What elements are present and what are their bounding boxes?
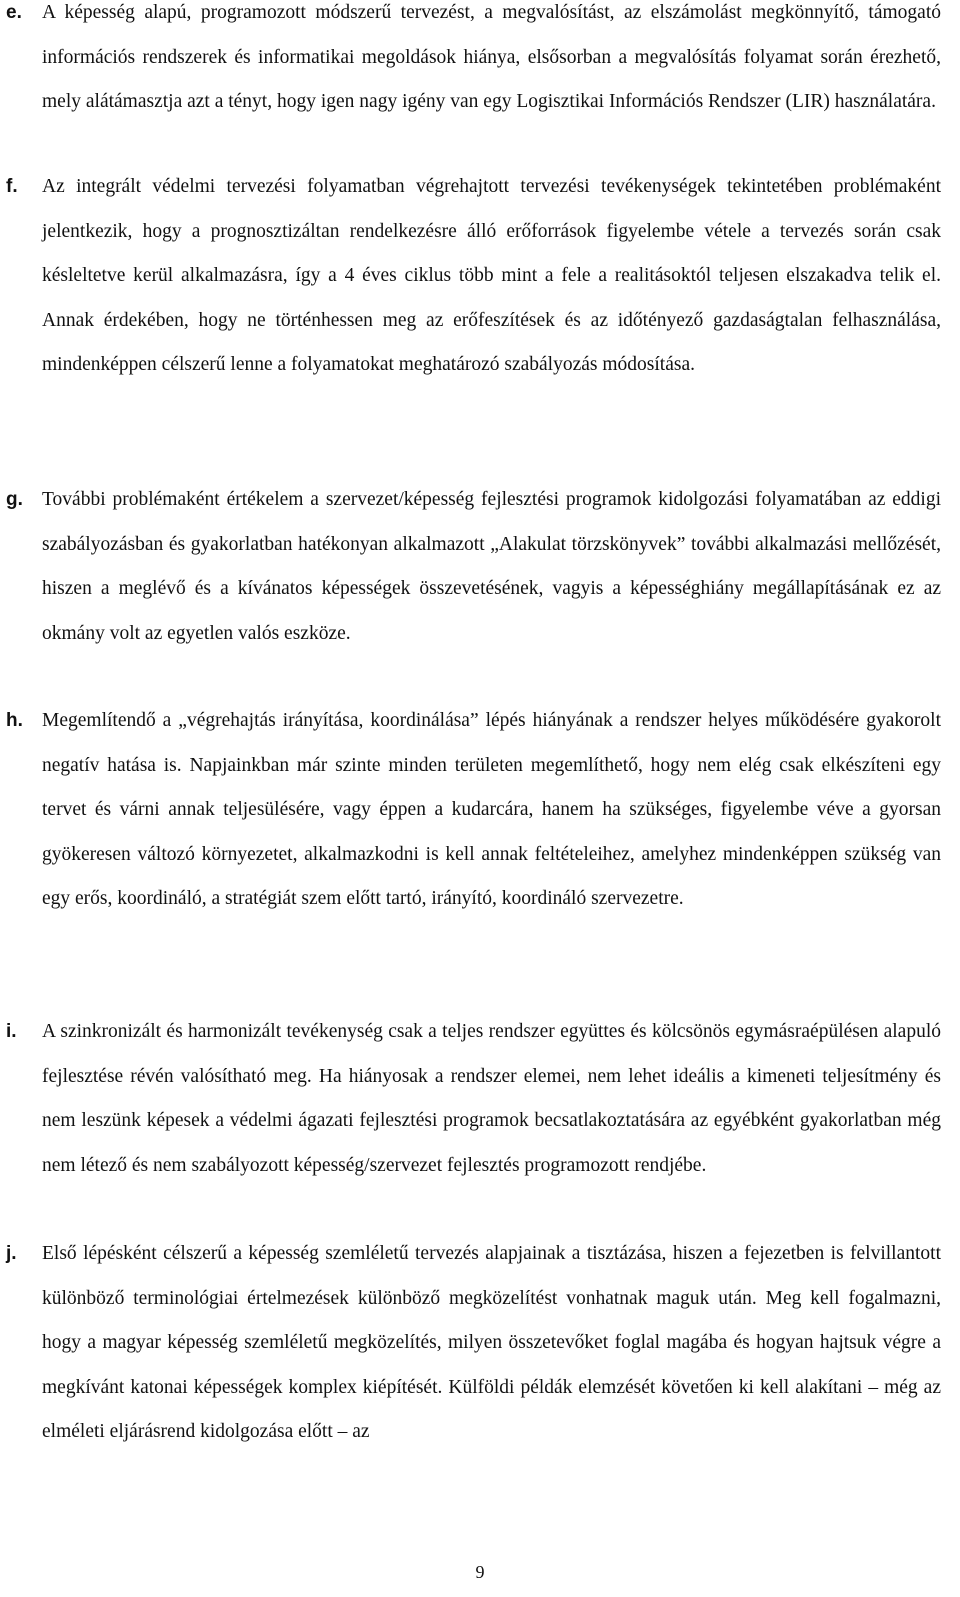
item-marker: g. — [6, 489, 23, 510]
page-number: 9 — [475, 1562, 485, 1582]
list-item-i — [0, 1010, 960, 1188]
item-text: Az integrált védelmi tervezési folyamatban végrehajtott tervezési tevékenységek tekintetében problémaként jelentkezik, hogy a prognosztizáltan rendelkezésre álló erőforrások figyelembe vétele a tervezés során csak késleltetve kerül alkalmazásra, így a 4 éves ciklus több mint a fele a realitásoktól teljesen elszakadva telik el. Annak érdekében, hogy ne történhessen meg az erőfeszítések és az időtényező gazdaságtalan felhasználása, mindenképpen célszerű lenne a folyamatokat meghatározó szabályozás módosítása. — [42, 176, 941, 376]
item-text: A szinkronizált és harmonizált tevékenység csak a teljes rendszer együttes és kölcsönös egymásraépülésen alapuló fejlesztése révén valósítható meg. Ha hiányosak a rendszer elemei, nem lehet ideális a kimeneti teljesítmény és nem leszünk képesek a védelmi ágazati fejlesztési programok becsatlakoztatására az egyébként gyakorlatban még nem létező és nem szabályozott képesség/szervezet fejlesztés programozott rendjébe. — [42, 1021, 941, 1176]
list-item-g — [0, 478, 960, 656]
list-item-h — [0, 699, 960, 922]
item-marker: h. — [6, 710, 23, 731]
item-marker: j. — [6, 1243, 17, 1264]
list-item-f — [0, 165, 960, 388]
item-marker: i. — [6, 1021, 17, 1042]
item-text: További problémaként értékelem a szervezet/képesség fejlesztési programok kidolgozási folyamatában az eddigi szabályozásban és gyakorlatban hatékonyan alkalmazott „Alakulat törzskönyvek” további alkalmazási mellőzését, hiszen a meglévő és a kívánatos képességek összevetésének, vagyis a képességhiány megállapításának ez az okmány volt az egyetlen valós eszköze. — [42, 489, 941, 644]
item-marker: f. — [6, 176, 18, 197]
list-item-j — [0, 1232, 960, 1455]
item-text: Első lépésként célszerű a képesség szemléletű tervezés alapjainak a tisztázása, hiszen a fejezetben is felvillantott különböző terminológiai értelmezések különböző megközelítést vonhatnak maguk után. Meg kell fogalmazni, hogy a magyar képesség szemléletű megközelítés, milyen összetevőket foglal magába és hogyan hajtsuk végre a megkívánt katonai képességek komplex kiépítését. Külföldi példák elemzését követően ki kell alakítani – még az elméleti eljárásrend kidolgozása előtt – az — [42, 1243, 941, 1443]
item-text: A képesség alapú, programozott módszerű tervezést, a megvalósítást, az elszámolást megkönnyítő, támogató információs rendszerek és informatikai megoldások hiánya, elsősorban a megvalósítás folyamat során érezhető, mely alátámasztja azt a tényt, hogy igen nagy igény van egy Logisztikai Információs Rendszer (LIR) használatára. — [42, 2, 941, 113]
item-text: Megemlítendő a „végrehajtás irányítása, koordinálása” lépés hiányának a rendszer helyes működésére gyakorolt negatív hatása is. Napjainkban már szinte minden területen megemlíthető, hogy nem elég csak elkészíteni egy tervet és várni annak teljesülésére, vagy éppen a kudarcára, hanem ha szükséges, figyelembe véve a gyorsan gyökeresen változó környezetet, alkalmazkodni is kell annak feltételeihez, amelyhez mindenképpen szükség van egy erős, koordináló, a stratégiát szem előtt tartó, irányító, koordináló szervezetre. — [42, 710, 941, 910]
item-marker: e. — [6, 2, 22, 23]
list-item-e — [0, 0, 960, 125]
